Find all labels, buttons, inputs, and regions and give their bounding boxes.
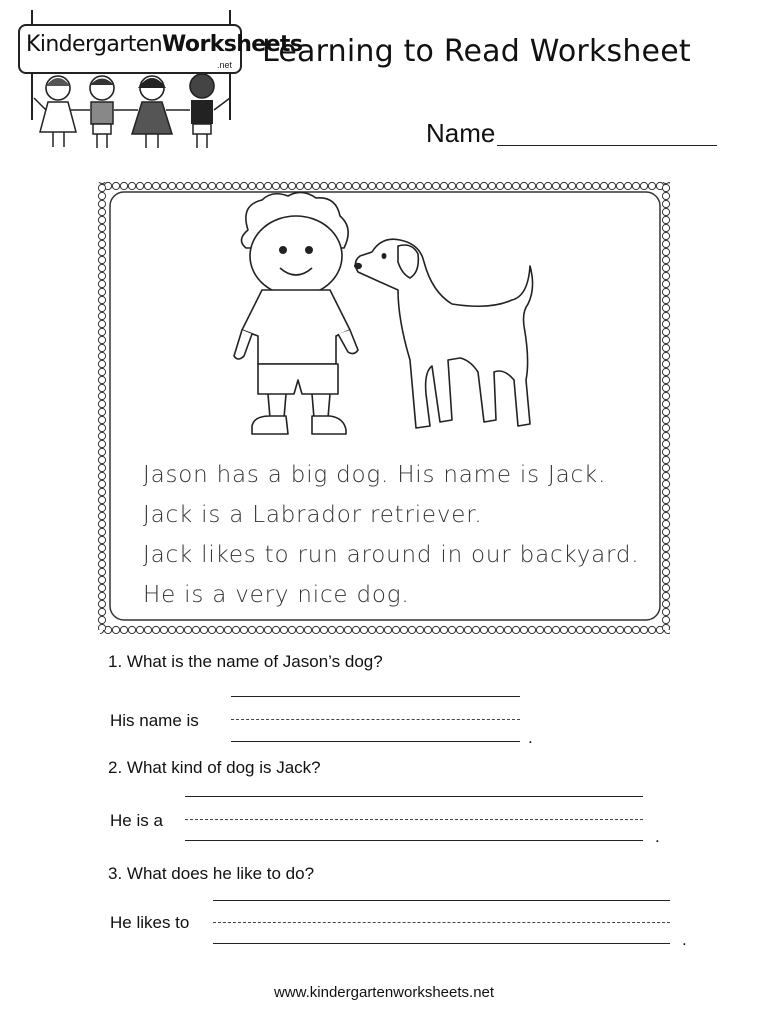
q1-answer-start: His name is [110,711,199,730]
question-3: 3. What does he like to do? [108,864,315,883]
q1-period: . [528,728,533,747]
story-line: He is a very nice dog. [143,582,410,608]
q2-answer-mid-line[interactable] [185,819,643,820]
q1-answer-mid-line[interactable] [231,719,520,720]
q3-answer-base-line[interactable] [213,943,670,944]
q2-answer-top-line [185,796,643,797]
q1-answer-top-line [231,696,520,697]
q2-answer-base-line[interactable] [185,840,643,841]
worksheet-title: Learning to Read Worksheet [262,34,691,69]
q3-answer-mid-line[interactable] [213,922,670,923]
question-2: 2. What kind of dog is Jack? [108,758,321,777]
footer-url[interactable]: www.kindergartenworksheets.net [273,984,495,1001]
logo-domain-suffix: .net [216,60,232,70]
story-line: Jack likes to run around in our backyard. [143,542,640,568]
story-line: Jack is a Labrador retriever. [143,502,483,528]
q1-answer-base-line[interactable] [231,741,520,742]
q3-period: . [682,930,687,949]
question-1: 1. What is the name of Jason’s dog? [108,652,383,671]
name-label: Name [426,118,496,148]
q3-answer-start: He likes to [110,913,190,932]
q3-answer-top-line [213,900,670,901]
q2-period: . [655,827,660,846]
story-line: Jason has a big dog. His name is Jack. [143,462,607,488]
logo-wordmark: KindergartenWorksheets [26,32,303,57]
story-text [143,455,639,615]
q2-answer-start: He is a [110,811,163,830]
